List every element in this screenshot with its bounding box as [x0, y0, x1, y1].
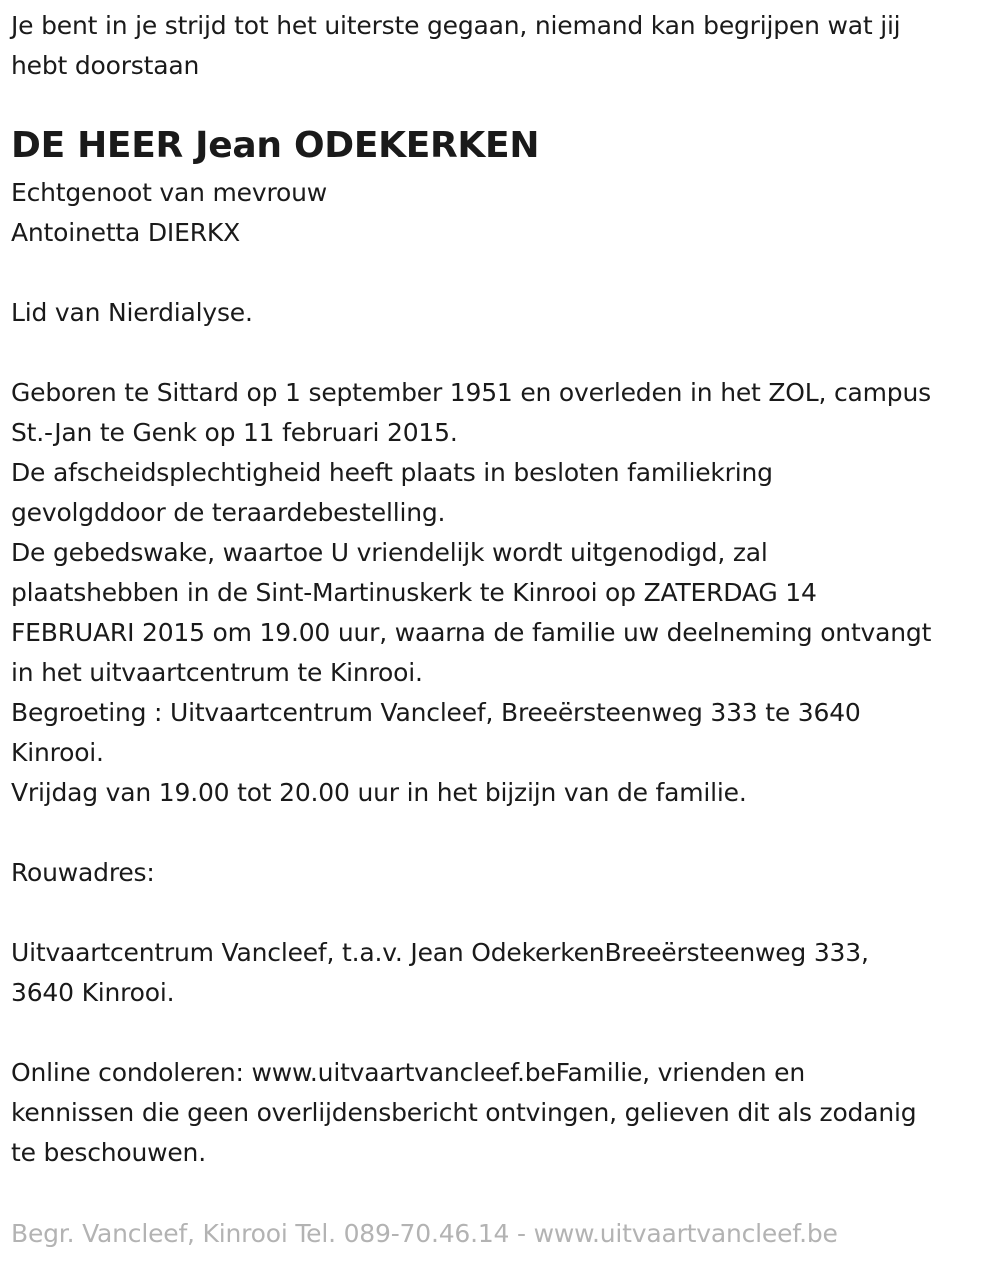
spouse-info — [11, 173, 993, 253]
condolences-line: Online condoleren: www.uitvaartvancleef.beFamilie, vrienden en — [11, 1058, 805, 1087]
condolences-line: kennissen die geen overlijdensbericht ontvingen, gelieven dit als zodanig — [11, 1098, 917, 1127]
details-line: Begroeting : Uitvaartcentrum Vancleef, Breeërsteenweg 333 te 3640 — [11, 698, 861, 727]
spouse-line: Echtgenoot van mevrouw — [11, 178, 327, 207]
details-line: Kinrooi. — [11, 738, 104, 767]
deceased-name: DE HEER Jean ODEKERKEN — [11, 125, 540, 166]
details-line: De afscheidsplechtigheid heeft plaats in besloten familiekring — [11, 458, 773, 487]
address-line: Uitvaartcentrum Vancleef, t.a.v. Jean OdekerkenBreeërsteenweg 333, — [11, 938, 869, 967]
details-line: Vrijdag van 19.00 tot 20.00 uur in het bijzijn van de familie. — [11, 778, 747, 807]
address-line: 3640 Kinrooi. — [11, 978, 175, 1007]
spacer — [11, 813, 993, 853]
funeral-details — [11, 373, 993, 813]
spouse-line: Antoinetta DIERKX — [11, 218, 240, 247]
details-line: De gebedswake, waartoe U vriendelijk wordt uitgenodigd, zal — [11, 538, 768, 567]
obituary-notice — [11, 6, 993, 1173]
spacer — [11, 333, 993, 373]
intro-line: hebt doorstaan — [11, 51, 200, 80]
details-line: plaatshebben in de Sint-Martinuskerk te Kinrooi op ZATERDAG 14 — [11, 578, 817, 607]
condolences-info — [11, 1053, 993, 1173]
membership: Lid van Nierdialyse. — [11, 298, 253, 327]
address-label: Rouwadres: — [11, 858, 155, 887]
spacer — [11, 253, 993, 293]
funeral-home-footer: Begr. Vancleef, Kinrooi Tel. 089-70.46.14 - www.uitvaartvancleef.be — [11, 1219, 838, 1248]
mourning-address — [11, 933, 993, 1013]
intro-quote — [11, 6, 993, 86]
details-line: in het uitvaartcentrum te Kinrooi. — [11, 658, 423, 687]
details-line: FEBRUARI 2015 om 19.00 uur, waarna de familie uw deelneming ontvangt — [11, 618, 932, 647]
intro-line: Je bent in je strijd tot het uiterste gegaan, niemand kan begrijpen wat jij — [11, 11, 901, 40]
spacer — [11, 893, 993, 933]
spacer — [11, 1013, 993, 1053]
details-line: gevolgddoor de teraardebestelling. — [11, 498, 446, 527]
details-line: Geboren te Sittard op 1 september 1951 en overleden in het ZOL, campus — [11, 378, 931, 407]
details-line: St.-Jan te Genk op 11 februari 2015. — [11, 418, 458, 447]
condolences-line: te beschouwen. — [11, 1138, 206, 1167]
